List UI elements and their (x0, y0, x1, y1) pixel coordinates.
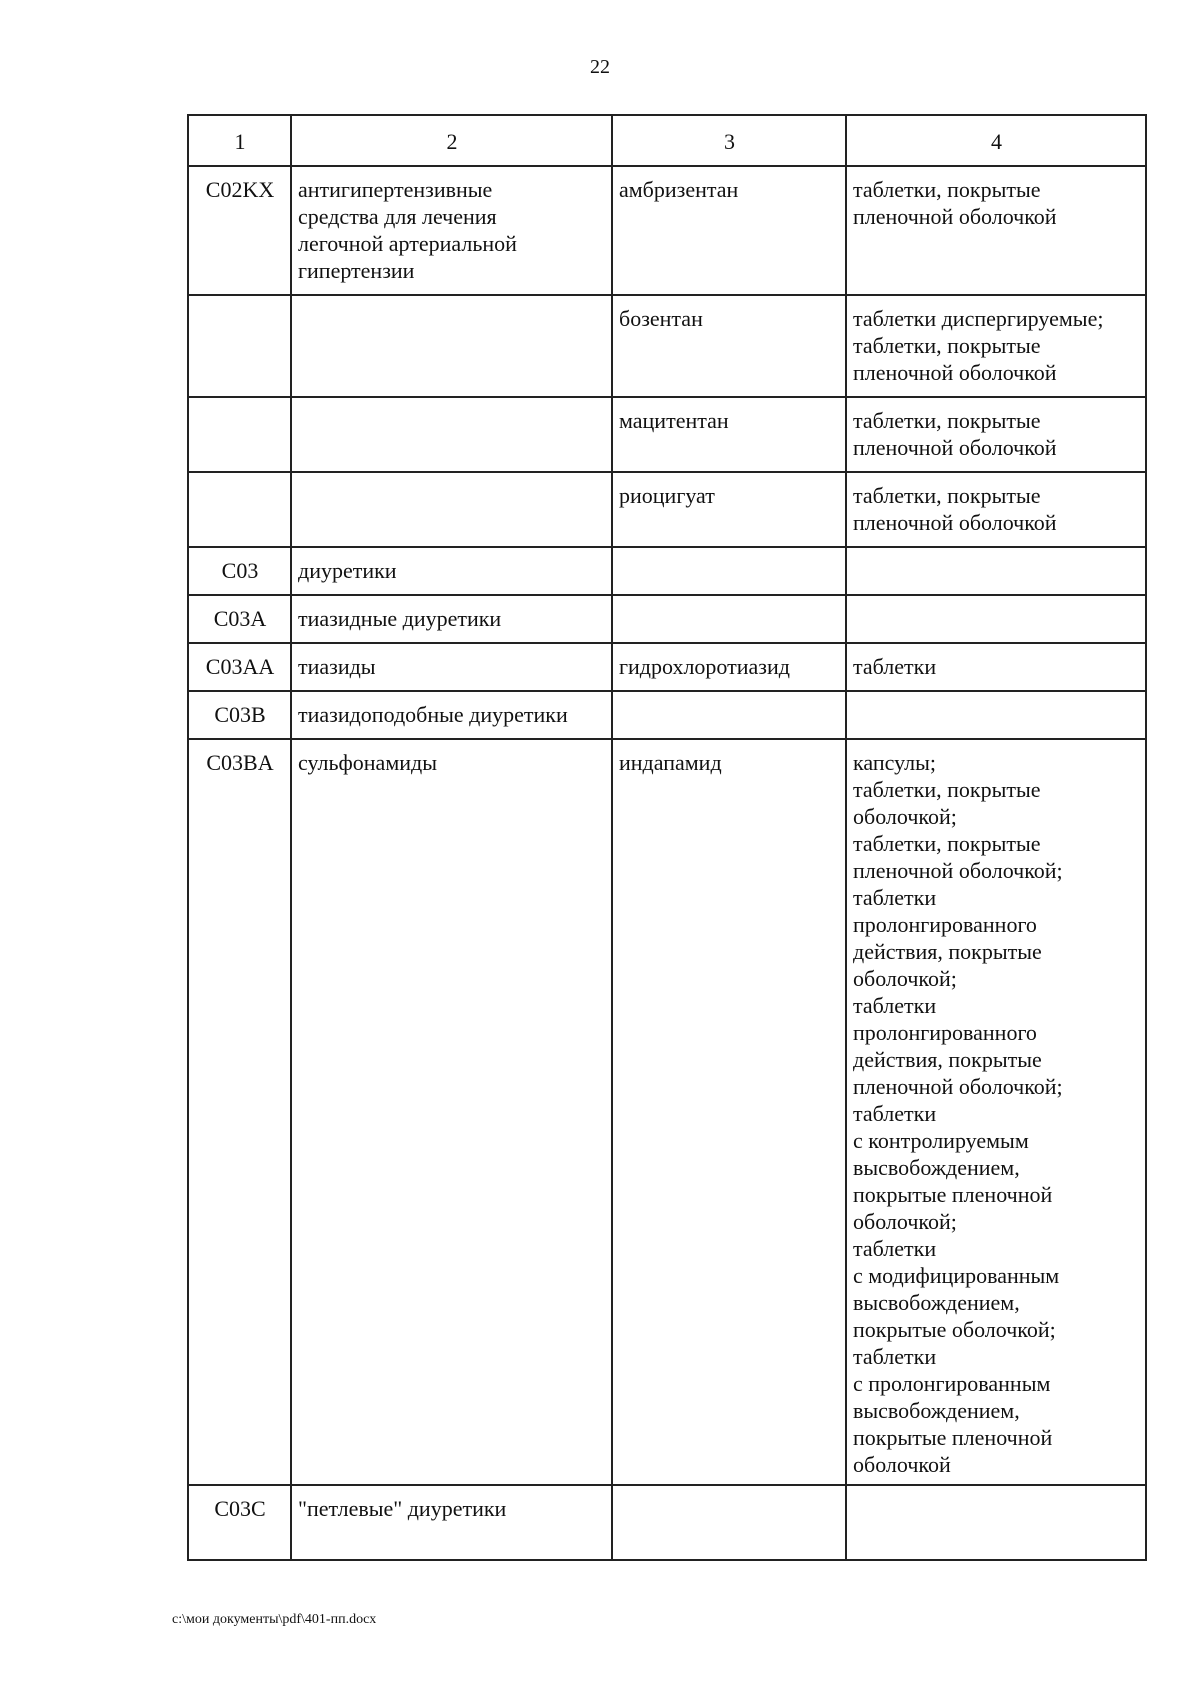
page-number: 22 (590, 56, 610, 78)
file-path-footer: c:\мои документы\pdf\401-пп.docx (172, 1612, 377, 1627)
header-cell-3: 3 (612, 115, 846, 166)
table-row (188, 691, 1146, 739)
group-name-cell: диуретики (291, 547, 612, 595)
dosage-form-cell: таблетки, покрытые пленочной оболочкой (846, 166, 1146, 295)
drug-name-cell: риоцигуат (612, 472, 846, 547)
drug-name-cell: бозентан (612, 295, 846, 397)
group-name-cell: тиазидные диуретики (291, 595, 612, 643)
table-row (188, 472, 1146, 547)
table-row (188, 295, 1146, 397)
drug-name-cell (612, 1485, 846, 1560)
table-row (188, 595, 1146, 643)
dosage-form-cell: таблетки, покрытые пленочной оболочкой (846, 472, 1146, 547)
atc-code-cell: C03C (188, 1485, 291, 1560)
dosage-form-cell (846, 595, 1146, 643)
drug-table (187, 114, 1147, 1561)
group-name-cell: тиазиды (291, 643, 612, 691)
atc-code-cell: C03 (188, 547, 291, 595)
group-name-cell (291, 295, 612, 397)
atc-code-cell (188, 295, 291, 397)
header-cell-4: 4 (846, 115, 1146, 166)
dosage-form-cell (846, 691, 1146, 739)
group-name-cell (291, 472, 612, 547)
group-name-cell: антигипертензивные средства для лечения легочной артериальной гипертензии (291, 166, 612, 295)
drug-name-cell (612, 595, 846, 643)
atc-code-cell: C03A (188, 595, 291, 643)
dosage-form-cell: таблетки, покрытые пленочной оболочкой (846, 397, 1146, 472)
drug-name-cell: мацитентан (612, 397, 846, 472)
header-cell-2: 2 (291, 115, 612, 166)
atc-code-cell: C03B (188, 691, 291, 739)
drug-name-cell: гидрохлоротиазид (612, 643, 846, 691)
atc-code-cell: C03AA (188, 643, 291, 691)
atc-code-cell (188, 472, 291, 547)
drug-name-cell (612, 691, 846, 739)
group-name-cell: "петлевые" диуретики (291, 1485, 612, 1560)
dosage-form-cell (846, 1485, 1146, 1560)
table-row (188, 166, 1146, 295)
table-row (188, 739, 1146, 1485)
table-row (188, 643, 1146, 691)
group-name-cell: сульфонамиды (291, 739, 612, 1485)
atc-code-cell: C03BA (188, 739, 291, 1485)
drug-name-cell: индапамид (612, 739, 846, 1485)
table-row (188, 1485, 1146, 1560)
atc-code-cell (188, 397, 291, 472)
dosage-form-cell: таблетки диспергируемые; таблетки, покрытые пленочной оболочкой (846, 295, 1146, 397)
dosage-form-cell: капсулы; таблетки, покрытые оболочкой; таблетки, покрытые пленочной оболочкой; таблетки пролонгированного действия, покрытые оболочкой; таблетки пролонгированного действия, покрытые пленочной оболочкой; таблетки с контролируемым высвобождением, покрытые пленочной оболочкой; таблетки с модифицированным высвобождением, покрытые оболочкой; таблетки с пролонгированным высвобождением, покрытые пленочной оболочкой (846, 739, 1146, 1485)
header-cell-1: 1 (188, 115, 291, 166)
dosage-form-cell: таблетки (846, 643, 1146, 691)
dosage-form-cell (846, 547, 1146, 595)
group-name-cell: тиазидоподобные диуретики (291, 691, 612, 739)
drug-name-cell: амбризентан (612, 166, 846, 295)
atc-code-cell: C02KX (188, 166, 291, 295)
drug-name-cell (612, 547, 846, 595)
table-header-row (188, 115, 1146, 166)
table-row (188, 397, 1146, 472)
group-name-cell (291, 397, 612, 472)
table-row (188, 547, 1146, 595)
